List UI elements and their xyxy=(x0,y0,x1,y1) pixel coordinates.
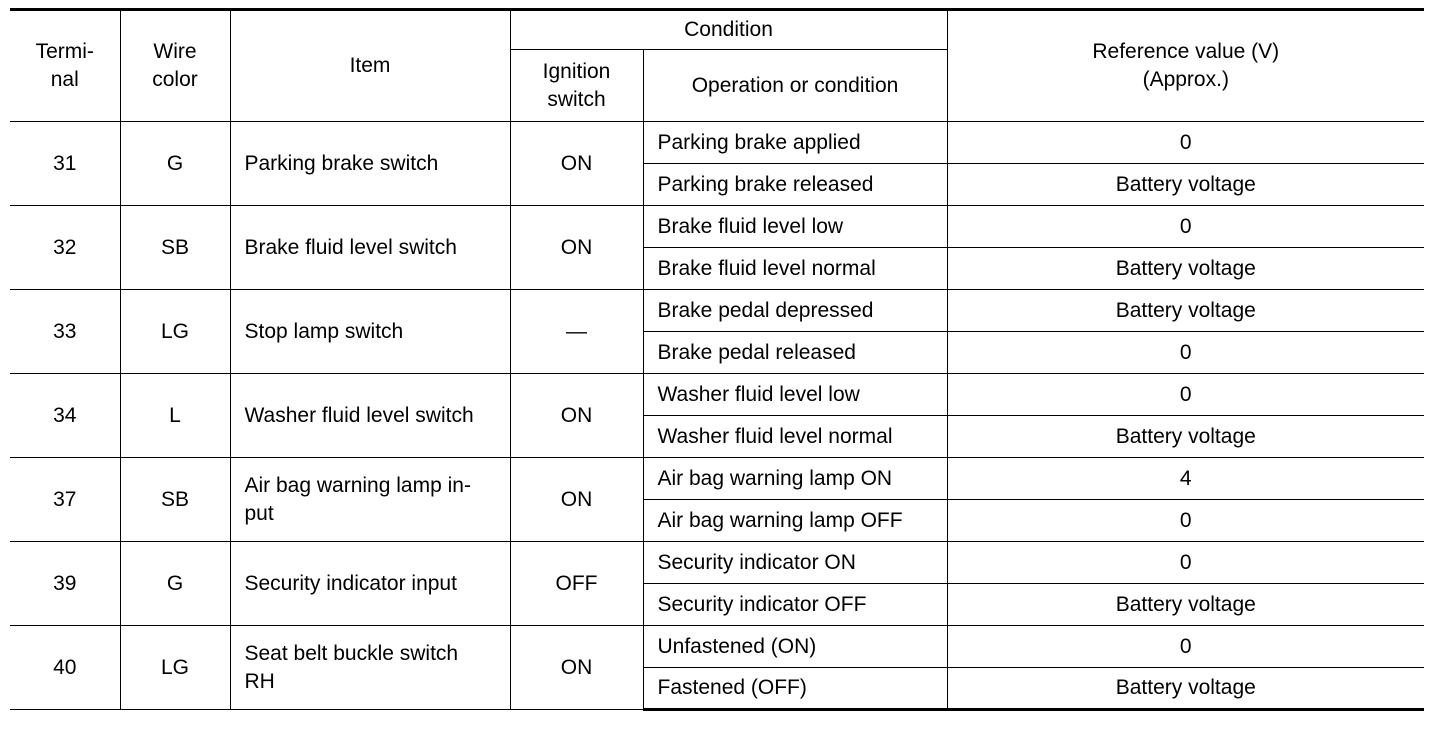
header-terminal-text: Termi- nal xyxy=(35,40,94,91)
operation-cell xyxy=(643,584,947,626)
operation-cell xyxy=(643,164,947,206)
reference-value-cell-text: 0 xyxy=(1179,382,1192,406)
operation-cell-text: Brake fluid level normal xyxy=(657,256,876,280)
table-row xyxy=(10,290,1424,332)
operation-cell xyxy=(643,206,947,248)
reference-value-cell xyxy=(947,542,1424,584)
header-wire-color-text: Wire color xyxy=(152,40,198,91)
wire-color-cell xyxy=(120,290,230,374)
reference-value-cell-text: Battery voltage xyxy=(1115,298,1256,322)
operation-cell-text: Air bag warning lamp ON xyxy=(657,466,893,490)
operation-cell xyxy=(643,248,947,290)
operation-cell xyxy=(643,458,947,500)
item-cell-text: Washer fluid level switch xyxy=(244,403,474,427)
operation-cell-text: Unfastened (ON) xyxy=(657,634,817,658)
wire-color-cell xyxy=(120,122,230,206)
operation-cell xyxy=(643,416,947,458)
terminal-cell xyxy=(10,458,120,542)
wire-color-cell xyxy=(120,626,230,710)
reference-value-cell xyxy=(947,500,1424,542)
operation-cell xyxy=(643,290,947,332)
reference-value-cell xyxy=(947,626,1424,668)
wire-color-cell xyxy=(120,458,230,542)
header-ignition-switch-text: Ignition switch xyxy=(542,59,611,111)
ignition-switch-cell-text: ON xyxy=(560,403,593,427)
wire-color-cell xyxy=(120,206,230,290)
item-cell xyxy=(230,122,510,206)
item-cell-text: Stop lamp switch xyxy=(244,319,404,343)
item-cell xyxy=(230,458,510,542)
reference-value-cell-text: 0 xyxy=(1179,634,1192,658)
terminal-cell-text: 40 xyxy=(53,655,77,679)
table-row xyxy=(10,374,1424,416)
wire-color-cell-text: G xyxy=(166,151,184,175)
operation-cell xyxy=(643,668,947,710)
wire-color-cell-text: LG xyxy=(160,655,189,679)
reference-value-cell xyxy=(947,458,1424,500)
operation-cell-text: Fastened (OFF) xyxy=(657,676,807,699)
terminal-cell xyxy=(10,290,120,374)
reference-value-cell xyxy=(947,248,1424,290)
operation-cell-text: Security indicator ON xyxy=(657,550,856,574)
terminal-cell xyxy=(10,122,120,206)
terminal-cell xyxy=(10,374,120,458)
ignition-switch-cell xyxy=(510,542,643,626)
ignition-switch-cell-text: ON xyxy=(560,487,593,511)
ignition-switch-cell-text: ON xyxy=(560,151,593,175)
reference-value-cell xyxy=(947,122,1424,164)
ignition-switch-cell-text: ON xyxy=(560,655,593,679)
header-operation xyxy=(643,50,947,122)
header-item xyxy=(230,10,510,122)
ignition-switch-cell xyxy=(510,374,643,458)
reference-value-cell xyxy=(947,668,1424,710)
reference-value-cell-text: 0 xyxy=(1179,130,1192,154)
table-row xyxy=(10,626,1424,668)
reference-value-cell-text: 0 xyxy=(1179,508,1192,532)
terminal-cell-text: 33 xyxy=(53,319,77,343)
header-condition-text: Condition xyxy=(684,18,773,41)
header-ignition-switch xyxy=(510,50,643,122)
terminal-cell xyxy=(10,626,120,710)
wire-color-cell xyxy=(120,542,230,626)
reference-value-cell-text: 0 xyxy=(1179,340,1192,364)
header-reference xyxy=(947,10,1424,122)
header-condition xyxy=(510,10,947,50)
operation-cell-text: Air bag warning lamp OFF xyxy=(657,508,903,532)
item-cell-text: Air bag warning lamp in- put xyxy=(244,473,471,525)
wire-color-cell-text: L xyxy=(169,403,181,427)
operation-cell-text: Brake pedal depressed xyxy=(657,298,874,322)
ignition-switch-cell-text: — xyxy=(566,319,587,343)
reference-value-cell xyxy=(947,584,1424,626)
terminal-cell-text: 31 xyxy=(53,151,77,175)
reference-value-cell-text: Battery voltage xyxy=(1115,424,1256,448)
item-cell-text: Seat belt buckle switch RH xyxy=(244,641,459,693)
operation-cell-text: Washer fluid level normal xyxy=(657,424,893,448)
operation-cell xyxy=(643,122,947,164)
table-row xyxy=(10,542,1424,584)
wire-color-cell-text: G xyxy=(166,571,184,595)
terminal-cell xyxy=(10,542,120,626)
wire-color-cell-text: SB xyxy=(160,487,189,511)
reference-value-cell xyxy=(947,164,1424,206)
wire-color-cell xyxy=(120,374,230,458)
header-terminal xyxy=(10,10,120,122)
table-body xyxy=(10,122,1424,710)
ignition-switch-cell xyxy=(510,206,643,290)
terminal-cell-text: 34 xyxy=(53,403,77,427)
ignition-switch-cell xyxy=(510,122,643,206)
terminal-cell-text: 32 xyxy=(53,235,77,259)
item-cell xyxy=(230,542,510,626)
item-cell xyxy=(230,206,510,290)
operation-cell-text: Security indicator OFF xyxy=(657,592,867,616)
reference-value-cell-text: Battery voltage xyxy=(1115,172,1256,196)
item-cell xyxy=(230,374,510,458)
operation-cell-text: Brake pedal released xyxy=(657,340,856,364)
table-header xyxy=(10,10,1424,122)
operation-cell-text: Washer fluid level low xyxy=(657,382,860,406)
header-reference-text: Reference value (V) (Approx.) xyxy=(1092,40,1280,91)
terminal-cell xyxy=(10,206,120,290)
reference-value-cell-text: 0 xyxy=(1179,550,1192,574)
operation-cell xyxy=(643,332,947,374)
reference-value-cell-text: 4 xyxy=(1179,466,1192,490)
terminal-cell-text: 37 xyxy=(53,487,77,511)
reference-value-cell xyxy=(947,374,1424,416)
operation-cell xyxy=(643,626,947,668)
operation-cell-text: Brake fluid level low xyxy=(657,214,844,238)
item-cell-text: Parking brake switch xyxy=(244,151,439,175)
operation-cell xyxy=(643,374,947,416)
ignition-switch-cell xyxy=(510,458,643,542)
item-cell-text: Security indicator input xyxy=(244,571,457,595)
reference-value-cell-text: Battery voltage xyxy=(1115,676,1256,699)
reference-value-cell xyxy=(947,290,1424,332)
wire-color-cell-text: LG xyxy=(160,319,189,343)
table-row xyxy=(10,206,1424,248)
operation-cell xyxy=(643,542,947,584)
reference-value-cell xyxy=(947,206,1424,248)
item-cell-text: Brake fluid level switch xyxy=(244,235,457,259)
header-operation-text: Operation or condition xyxy=(691,73,899,97)
wire-color-cell-text: SB xyxy=(160,235,189,259)
reference-value-cell-text: Battery voltage xyxy=(1115,592,1256,616)
reference-value-cell xyxy=(947,332,1424,374)
table-row xyxy=(10,458,1424,500)
header-wire-color xyxy=(120,10,230,122)
reference-value-cell-text: 0 xyxy=(1179,214,1192,238)
table-row xyxy=(10,122,1424,164)
item-cell xyxy=(230,290,510,374)
ignition-switch-cell xyxy=(510,290,643,374)
ignition-switch-cell xyxy=(510,626,643,710)
terminal-reference-table xyxy=(10,8,1424,711)
header-item-text: Item xyxy=(349,54,391,77)
terminal-cell-text: 39 xyxy=(53,571,77,595)
operation-cell-text: Parking brake released xyxy=(657,172,874,196)
operation-cell xyxy=(643,500,947,542)
operation-cell-text: Parking brake applied xyxy=(657,130,861,154)
ignition-switch-cell-text: ON xyxy=(560,235,593,259)
item-cell xyxy=(230,626,510,710)
ignition-switch-cell-text: OFF xyxy=(555,571,598,595)
reference-value-cell xyxy=(947,416,1424,458)
reference-value-cell-text: Battery voltage xyxy=(1115,256,1256,280)
